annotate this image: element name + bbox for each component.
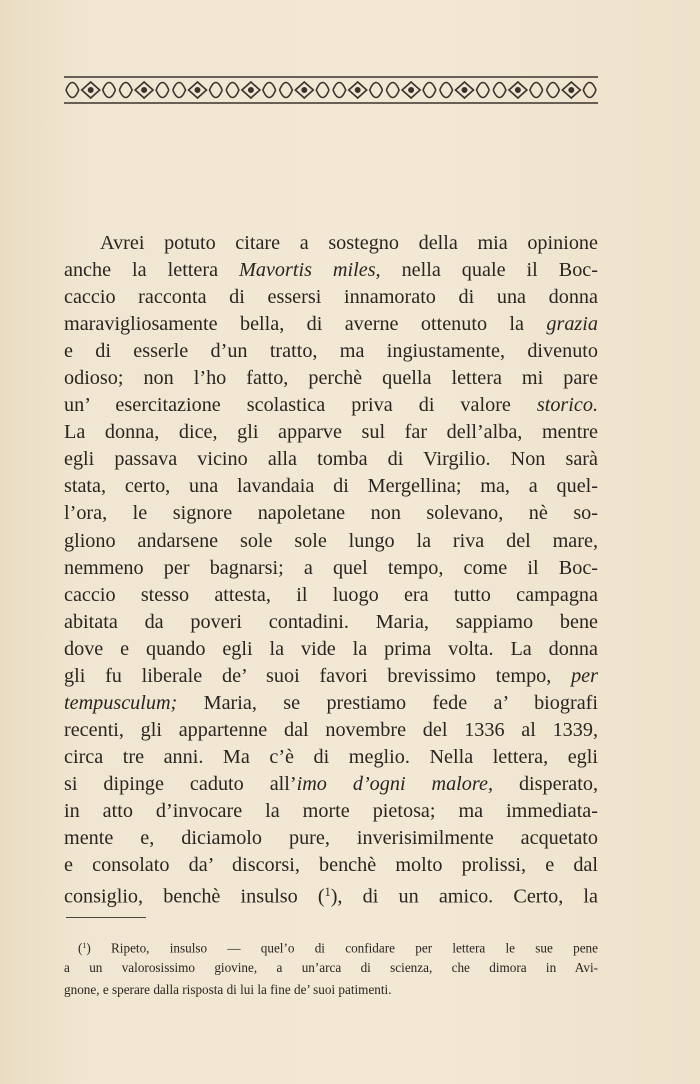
footnote-line: ($^1$) Ripeto, insulso — quel’o di confidare per lettera le sue pene	[78, 940, 598, 956]
text-line: in atto d’invocare la morte pietosa; ma immediata-	[64, 799, 598, 822]
text-line: tempusculum; Maria, se prestiamo fede a’ biografi	[64, 691, 598, 714]
text-line: abitata da poveri contadini. Maria, sappiamo bene	[64, 610, 598, 633]
text-line: consiglio, benchè insulso ($^1$), di un amico. Certo, la	[64, 885, 598, 908]
ornament-motif	[493, 82, 542, 98]
text-line: stata, certo, una lavandaia di Mergellina; ma, a quel-	[64, 475, 598, 498]
ornament-motif	[119, 82, 168, 98]
ornament-motif	[386, 82, 435, 98]
text-line: un’ esercitazione scolastica priva di valore storico.	[64, 394, 598, 417]
footnote	[64, 935, 598, 1002]
text-line: caccio stesso attesta, il luogo era tutto campagna	[64, 583, 598, 606]
ornament-motif	[173, 82, 222, 98]
text-line: maravigliosamente bella, di averne ottenuto la grazia	[64, 313, 598, 336]
ornament-motif	[547, 82, 596, 98]
body-paragraph	[64, 230, 598, 906]
ornament-motif	[440, 82, 489, 98]
text-line: gli fu liberale de’ suoi favori brevissimo tempo, per	[64, 664, 598, 687]
text-line: gliono andarsene sole sole lungo la riva del mare,	[64, 529, 598, 552]
text-line: mente e, diciamolo pure, inverisimilmente acquetato	[64, 827, 598, 850]
footnote-separator	[66, 917, 146, 918]
ornament-header-band	[64, 76, 598, 104]
footnote-line: a un valorosissimo giovine, a un’arca di scienza, che dimora in Avi-	[64, 960, 598, 976]
text-line: nemmeno per bagnarsi; a quel tempo, come il Boc-	[64, 556, 598, 579]
text-line: si dipinge caduto all’imo d’ogni malore, disperato,	[64, 772, 599, 795]
ornament-motif	[280, 82, 329, 98]
footnote-ref[interactable]: 1	[324, 885, 331, 900]
text-line: Avrei potuto citare a sostegno della mia opinione	[100, 232, 598, 254]
text-line: recenti, gli appartenne dal novembre del 1336 al 1339,	[64, 718, 598, 741]
text-line: dove e quando egli la vide la prima volta. La donna	[64, 637, 598, 660]
text-line: e consolato da’ discorsi, benchè molto prolissi, e dal	[64, 854, 598, 877]
text-line: La donna, dice, gli apparve sul far dell’alba, mentre	[64, 421, 598, 444]
ornament-motif	[226, 82, 275, 98]
footnote-line: gnone, e sperare dalla risposta di lui la fine de’ suoi patimenti.	[64, 982, 392, 998]
text-line: caccio racconta di essersi innamorato di una donna	[64, 286, 598, 309]
ornament-motif	[333, 82, 382, 98]
text-line: egli passava vicino alla tomba di Virgilio. Non sarà	[64, 448, 598, 471]
text-line: odioso; non l’ho fatto, perchè quella lettera mi pare	[64, 367, 598, 390]
ornament-motif	[66, 82, 115, 98]
text-line: circa tre anni. Ma c’è di meglio. Nella lettera, egli	[64, 745, 598, 768]
footnote-marker: 1	[82, 941, 87, 950]
text-line: anche la lettera Mavortis miles, nella quale il Boc-	[64, 259, 598, 282]
text-line: e di esserle d’un tratto, ma ingiustamente, divenuto	[64, 340, 598, 363]
text-line: l’ora, le signore napoletane non solevano, nè so-	[64, 502, 598, 525]
